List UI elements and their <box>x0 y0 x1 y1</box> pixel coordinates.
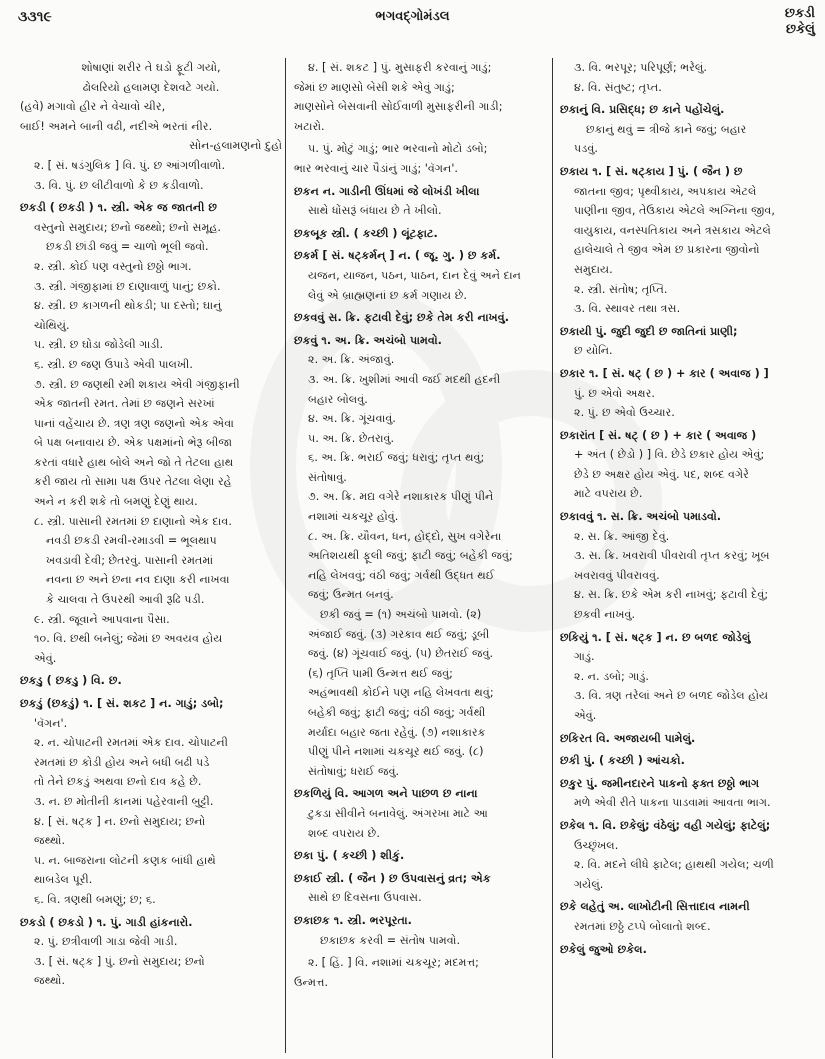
dictionary-text-line: ૮. સ્ત્રી. પાસાની રમતમાં છ દાણાનો એક દાવ. <box>34 514 232 528</box>
dictionary-text-line: નવના છ અને છના નવ દાણા કરી નાખવા <box>46 573 230 587</box>
dictionary-headword-line: છકાછક ૧. સ્ત્રી. ભરપૂરતા. <box>294 913 412 927</box>
dictionary-text-line: ગયેલું. <box>574 877 604 891</box>
page-header <box>0 0 825 48</box>
dictionary-text-line: ઢોલરિયો હલામણ દેશવટે ગયો. <box>82 80 220 94</box>
dictionary-headword-line: છકેલું જુઓ છકેલ. <box>560 942 647 956</box>
dictionary-text-line: નહિ લેખવવું; વંઠી જવું; ગર્વથી ઉદ્ધત થઈ <box>308 568 495 582</box>
dictionary-text-line: વાયુકાય, વનસ્પતિકાય અને ત્રસકાય એટલે <box>574 223 771 237</box>
dictionary-text-line: ૯. સ્ત્રી. જૂવાને આપવાના પૈસા. <box>34 612 170 626</box>
dictionary-text-line: બાઈ! અમને બાની વઢી, નદીએ ભરતાં નીર. <box>20 119 213 133</box>
dictionary-text-line: ૪. સ્ત્રી. છ કાગળની થોકડી; પા દસ્તો; ઘાનું <box>34 299 222 313</box>
dictionary-text-line: સમુદાય. <box>574 262 613 276</box>
dictionary-text-line: ૩. સ. ક્રિ. ખવરાવી પીવરાવી તૃપ્ત કરવું; ખૂબ <box>574 549 770 563</box>
guide-word-last: છકેલું <box>785 22 815 37</box>
dictionary-text-line: ૪. [ સં. ષટ્ક ] ન. છનો સમુદાય; છનો <box>34 814 206 828</box>
dictionary-text-line: (હવે) મગાવો હીર ને વેચાવો ચીર, <box>20 100 166 114</box>
dictionary-text-line: ૩. અ. ક્રિ. ખુશીમાં આવી જઈ મદથી હદની <box>308 372 501 386</box>
dictionary-text-line: ૬. સ્ત્રી. છ જણ ઉપાડે એવી પાલખી. <box>34 357 193 371</box>
dictionary-text-line: ઉન્મત્ત. <box>294 975 329 989</box>
dictionary-headword-line: છકિરત વિ. અજાયબી પામેલું. <box>560 731 696 745</box>
guide-word-first: છકડી <box>784 6 815 21</box>
dictionary-text-line: અને ન કરી શકે તો બમણું દેણું થાય. <box>34 495 198 509</box>
dictionary-text-line: ભાર ભરવાનું ચાર પૈડાંનું ગાડું; 'વૅગન'. <box>294 161 458 175</box>
dictionary-headword-line: છકડુ ( છકડુ ) વિ. છ. <box>20 674 122 688</box>
dictionary-text-line: છેડે છ અક્ષર હોય એવું. પદ, શબ્દ વગેરે <box>574 467 749 481</box>
dictionary-text-line: 'વૅગન'. <box>34 716 68 730</box>
dictionary-text-line: ૪. વિ. સંતુષ્ટ; તૃપ્ત. <box>574 80 662 94</box>
dictionary-text-line: ૨. [ હિં. ] વિ. નશામાં ચકચૂર; મદમત્ત; <box>308 956 479 970</box>
dictionary-text-line: ૩. વિ. ભરપૂર; પરિપૂર્ણ; ભરેલું. <box>574 61 707 74</box>
dictionary-text-line: ૩. વિ. ત્રણ તરેલાં અને છ બળદ જોડેલ હોય <box>574 689 769 703</box>
dictionary-text-line: ૩. વિ. સ્થાવર તથા ત્રસ. <box>574 302 681 316</box>
dictionary-headword-line: છકડું (છકડું) ૧. [ સં. શકટ ] ન. ગાડું; ડબો; <box>20 697 224 710</box>
dictionary-text-line: ઉચ્છૃંખલ. <box>574 838 619 852</box>
dictionary-headword-line: છકળિયું વિ. આગળ અને પાછળ છ નાના <box>294 787 478 801</box>
dictionary-text-line: બહેકી જવું; ફાટી જવું; વંઠી જવું; ગર્વથી <box>308 706 486 719</box>
dictionary-text-line: કરતાં વધારે હાથ બોલે અને જો તે તેટલા હાથ <box>34 455 234 469</box>
dictionary-text-line: પડવું. <box>574 142 598 156</box>
dictionary-text-line: ૨. વિ. મદને લીધે ફાટેલ; હાથથી ગયેલ; ચળી <box>574 858 774 872</box>
dictionary-text-line: ૮. અ. ક્રિ. યૌવન, ધન, હોદ્દો, સુખ વગેરેના <box>308 529 502 543</box>
dictionary-text-line: સાથે છ દિવસના ઉપવાસ. <box>308 891 422 905</box>
dictionary-headword-line: છકર્મ [ સં. ષટ્કર્મન્ ] ન. ( જૂ. ગુ. ) છ કર્મ. <box>294 249 501 263</box>
dictionary-headword-line: છકા પું. ( કચ્છી ) શીકું. <box>294 849 405 863</box>
dictionary-headword-line: છકન ન. ગાડીની ઊંધમાં જે લોખંડી ખીલા <box>294 184 480 198</box>
dictionary-text-line: એવું. <box>574 709 597 722</box>
dictionary-text-line: ખવડાવી દેવી; છેતરવું. પાસાની રમતમાં <box>46 553 214 567</box>
dictionary-text-line: શોષાણાં શરીર તે ઘડો ફૂટી ગયો, <box>81 61 221 74</box>
dictionary-text-line: માટે વપરાય છે. <box>574 487 643 501</box>
dictionary-text-line: જથ્થો. <box>34 834 66 848</box>
dictionary-text-line: લેવું એ બ્રાહ્મણનાં છ કર્મ ગણાય છે. <box>308 288 467 302</box>
dictionary-text-line: ૭. અ. ક્રિ. મદ્ય વગેરે નશાકારક પીણું પીને <box>308 490 494 504</box>
dictionary-headword-line: છકવવું સ. ક્રિ. ફટાવી દેવું; છકે તેમ કરી નાખવું. <box>294 311 509 325</box>
dictionary-text-line: એવું. <box>34 651 57 665</box>
dictionary-text-line: છકાછક કરવી = સંતોષ પામવો. <box>320 933 461 947</box>
dictionary-text-line: ૭. સ્ત્રી. છ જણથી રમી શકાય એવી ગંજીફાની <box>34 377 240 391</box>
dictionary-text-line: કે ચાલવા તે ઉપરથી આવી રૂઢિ પડી. <box>46 593 205 607</box>
dictionary-text-line: ખવરાવવું પીવરાવવું. <box>574 568 660 582</box>
dictionary-text-line: છકાનું થવું = ત્રીજે કાને જવું; બહાર <box>586 122 747 136</box>
dictionary-text-line: છકી જવું = (૧) અચંબો પામવો. (૨) <box>320 608 482 622</box>
dictionary-text-line: ૨. સ. ક્રિ. આંજી દેવું. <box>574 529 670 543</box>
dictionary-text-line: તો તેને છકડું અથવા છનો દાવ કહે છે. <box>34 775 202 789</box>
dictionary-text-line: સોન-હલામણનો દુહો <box>189 139 282 153</box>
dictionary-text-line: ૪. અ. ક્રિ. ગૂંચવાવું. <box>308 412 396 426</box>
guide-words <box>785 6 815 38</box>
dictionary-text-line: ૨. ન. ડબો; ગાડું. <box>574 669 649 683</box>
dictionary-headword-line: છકે લહેતું અ. લાખોટીની સિત્તાદાવ નામની <box>560 900 750 914</box>
dictionary-text-line: મળે એવી રીતે પાકના પાડવામાં આવતા ભાગ. <box>574 796 771 810</box>
dictionary-text-line: રમતમાં છઠ્ઠે ટપ્પે બોલાતો શબ્દ. <box>574 919 711 933</box>
dictionary-headword-line: છકાનું વિ. પ્રસિદ્ધ; છ કાને પહોંચેલું. <box>560 103 725 117</box>
column-divider <box>552 58 553 1058</box>
dictionary-text-line: માણસોને બેસવાની સોઈવાળી મુસાફરીની ગાડી; <box>294 100 503 114</box>
dictionary-headword-line: છકાયી પું. જુદી જુદી છ જાતિનાં પ્રાણી; <box>560 324 738 338</box>
dictionary-text-line: ૩. [ સં. ષટ્ક ] પું. છનો સમુદાય; છનો <box>34 954 205 968</box>
dictionary-text-line: વસ્તુનો સમુદાય; છનો જથ્થો; છનો સમૂહ. <box>34 220 221 234</box>
dictionary-text-line: ૫. સ્ત્રી. છ ઘોડા જોડેલી ગાડી. <box>34 338 164 352</box>
dictionary-headword-line: છકાય ૧. [ સં. ષટ્કાય ] પું. ( જૈન ) છ <box>560 164 743 178</box>
dictionary-text-line: ૩. વિ. પું. છ લીટીવાળો કે છ કડીવાળો. <box>34 178 204 192</box>
dictionary-text-line: પાનાં વહેંચાય છે. ત્રણ ત્રણ જણનો એક એવા <box>34 416 234 430</box>
dictionary-text-line: જાતના જીવ; પૃથ્વીકાય, અપકાય એટલે <box>574 184 757 198</box>
dictionary-headword-line: છકડો ( છકડો ) ૧. પું. ગાડી હાંકનારો. <box>20 915 193 929</box>
dictionary-columns <box>0 58 825 1058</box>
dictionary-text-line: ૨. સ્ત્રી. કોઈ પણ વસ્તુનો છઠ્ઠો ભાગ. <box>34 259 192 273</box>
dictionary-text-line: જવું. (૪) ગૂંચવાઈ જવું. (૫) છેતરાઈ જવું. <box>308 647 494 661</box>
dictionary-text-line: ૨. ન. ચોપાટની રમતમાં એક દાવ. ચોપાટની <box>34 736 228 750</box>
dictionary-text-line: ખટારો. <box>294 119 325 133</box>
dictionary-text-line: ૨. સ્ત્રી. સંતોષ; તૃપ્તિ. <box>574 282 668 296</box>
dictionary-text-line: નશામાં ચકચૂર હોવું. <box>308 510 399 524</box>
column-left <box>20 58 282 991</box>
dictionary-headword-line: છકાઈ સ્ત્રી. ( જૈન ) છ ઉપવાસનું વ્રત; એક <box>294 871 491 885</box>
dictionary-text-line: (૬) તૃપ્તિ પામી ઉન્મત્ત થઈ જવું; <box>308 666 453 680</box>
dictionary-text-line: થાબડેલ પૂરી. <box>34 873 93 887</box>
dictionary-text-line: ૩. સ્ત્રી. ગંજીફામાં છ દાણાવાળું પાનું; છકો. <box>34 279 221 293</box>
dictionary-text-line: સાથે ધોંસરૂં બંધાય છે તે ખીલો. <box>308 204 442 218</box>
dictionary-text-line: રમતમાં છ કોડી હોય અને બધી બઢી પડે <box>34 755 210 769</box>
dictionary-text-line: હાલેચાલે તે જીવ એમ છ પ્રકારના જીવોનો <box>574 243 760 257</box>
dictionary-text-line: ૬. વિ. ત્રણથી બમણું; છ; ૬. <box>34 892 156 906</box>
dictionary-headword-line: છકુર પું. જમીનદારને પાકનો ફક્ત છઠ્ઠો ભાગ <box>560 776 760 790</box>
dictionary-text-line: ૫. ન. બાજરાના લોટની કણક બાંધી હાથે <box>34 853 216 867</box>
dictionary-text-line: જથ્થો. <box>34 974 66 988</box>
dictionary-headword-line: છકેલ ૧. વિ. છકેલું; વંઠેલું; વહી ગયેલું; ફાટેલું; <box>560 818 771 832</box>
dictionary-text-line: સંતોષાવું. <box>308 470 347 484</box>
column-divider <box>285 58 286 1053</box>
dictionary-headword-line: છકિયું ૧. [ સં. ષટ્ક ] ન. છ બળદ જોડેલું <box>560 630 751 644</box>
dictionary-text-line: પાણીના જીવ, તેઉકાય એટલે અગ્નિના જીવ, <box>574 204 775 218</box>
dictionary-headword-line: છકાર ૧. [ સં. ષટ્ ( છ ) + કાર ( અવાજ ) ] <box>560 366 769 380</box>
dictionary-text-line: જવું; ઉન્મત બનવું. <box>308 588 394 602</box>
dictionary-text-line: પું. છ એવો અક્ષર. <box>574 386 655 400</box>
dictionary-text-line: સંતોષાવું; ધરાઈ જવું. <box>308 764 400 778</box>
dictionary-text-line: ટુકડા સીવીને બનાવેલું. અંગરખા માટે આ <box>308 806 488 820</box>
dictionary-text-line: અહંભાવથી કોઈને પણ નહિ લેખવતા થવું; <box>308 686 494 700</box>
dictionary-text-line: ૨. અ. ક્રિ. અંજાવું. <box>308 353 395 367</box>
dictionary-text-line: ૫. અ. ક્રિ. છેતરાવું. <box>308 431 395 445</box>
dictionary-text-line: ૧૦. વિ. છથી બનેલું; જેમાં છ અવયવ હોય <box>34 632 223 646</box>
column-right <box>560 58 818 959</box>
dictionary-text-line: બે પક્ષ બનાવાય છે. એક પક્ષમાંનો ભેરૂ બીજા <box>34 436 233 450</box>
dictionary-text-line: છકડી છાંડી જવું = ચાળો ભૂલી જવો. <box>46 240 209 254</box>
dictionary-text-line: પીણું પીને નશામાં ચકચૂર થઈ જવું. (૮) <box>308 745 484 759</box>
dictionary-text-line: બહાર બોલવું. <box>308 392 368 406</box>
running-title: ભગવદ્ગોમંડલ <box>375 9 450 24</box>
dictionary-text-line: ચોથિયું. <box>34 318 70 332</box>
dictionary-text-line: ૫. પું. મોટું ગાડું; ભાર ભરવાનો મોટો ડબો; <box>308 142 488 156</box>
dictionary-text-line: ગાડું. <box>574 650 595 664</box>
dictionary-text-line: કરી જાય તો સામા પક્ષ ઉપર તેટલા લેણા રહે <box>34 475 232 489</box>
dictionary-text-line: + અંત ( છેડો ) ] વિ. છેડે છકાર હોય એવું; <box>574 448 765 462</box>
dictionary-text-line: છકવી નાખવું. <box>574 608 636 622</box>
dictionary-text-line: એક જાતની રમત. તેમાં છ જણને સરખાં <box>34 397 215 411</box>
dictionary-headword-line: છકી પું. ( કચ્છી ) આંચકો. <box>560 754 685 768</box>
column-middle <box>294 58 546 992</box>
dictionary-text-line: યજન, યાજન, પઠન, પાઠન, દાન દેવું અને દાન <box>308 268 521 282</box>
dictionary-text-line: ૬. અ. ક્રિ. ભરાઈ જવું; ધરાવું; તૃપ્ત થવું; <box>308 451 485 465</box>
dictionary-text-line: ૨. પું. છ એવો ઉચ્ચાર. <box>574 406 675 420</box>
dictionary-text-line: શબ્દ વપરાય છે. <box>308 826 380 840</box>
dictionary-text-line: ૪. [ સં. શકટ ] પું. મુસાફરી કરવાનું ગાડું; <box>308 61 492 74</box>
dictionary-text-line: અંજાઈ જવું. (૩) ગરકાવ થઈ જવું; ડૂબી <box>308 627 490 641</box>
dictionary-headword-line: છકડી ( છકડી ) ૧. સ્ત્રી. એક જ જાતની છ <box>20 201 217 215</box>
dictionary-headword-line: છકબૂક સ્ત્રી. ( કચ્છી ) લૂંટફાટ. <box>294 226 438 240</box>
dictionary-text-line: નવડી છકડી રમવી-રમાડવી = ભૂલથાપ <box>46 534 217 548</box>
dictionary-headword-line: છકવું ૧. અ. ક્રિ. અચંબો પામવો. <box>294 333 442 347</box>
page-number: ૩૩૧૯ <box>18 9 52 25</box>
dictionary-text-line: જેમાં છ માણસો બેસી શકે એવું ગાડું; <box>294 80 455 94</box>
dictionary-text-line: અતિશયથી ફૂલી જવું; ફાટી જવું; બહેકી જવું; <box>308 549 513 563</box>
dictionary-text-line: મર્યાદા બહાર જતા રહેવું. (૭) નશાકારક <box>308 725 486 739</box>
dictionary-text-line: છ યોનિ. <box>574 344 613 358</box>
dictionary-text-line: ૨. [ સં. ષડંગુલિક ] વિ. પું. છ આંગળીવાળો. <box>34 158 226 172</box>
dictionary-text-line: ૪. સ. ક્રિ. છકે એમ કરી નાખવું; ફટાવી દેવું; <box>574 588 769 602</box>
dictionary-headword-line: છકારાંત [ સં. ષટ્ ( છ ) + કાર ( અવાજ ) <box>560 428 757 442</box>
dictionary-text-line: ૩. ન. છ મોતીની કાનમાં પહેરવાની બુટ્ટી. <box>34 794 214 808</box>
dictionary-text-line: ૨. પું. છત્રીવાળી ગાડા જેવી ગાડી. <box>34 935 178 949</box>
dictionary-headword-line: છકાવવું ૧. સ. ક્રિ. અચંબો પમાડવો. <box>560 510 722 524</box>
